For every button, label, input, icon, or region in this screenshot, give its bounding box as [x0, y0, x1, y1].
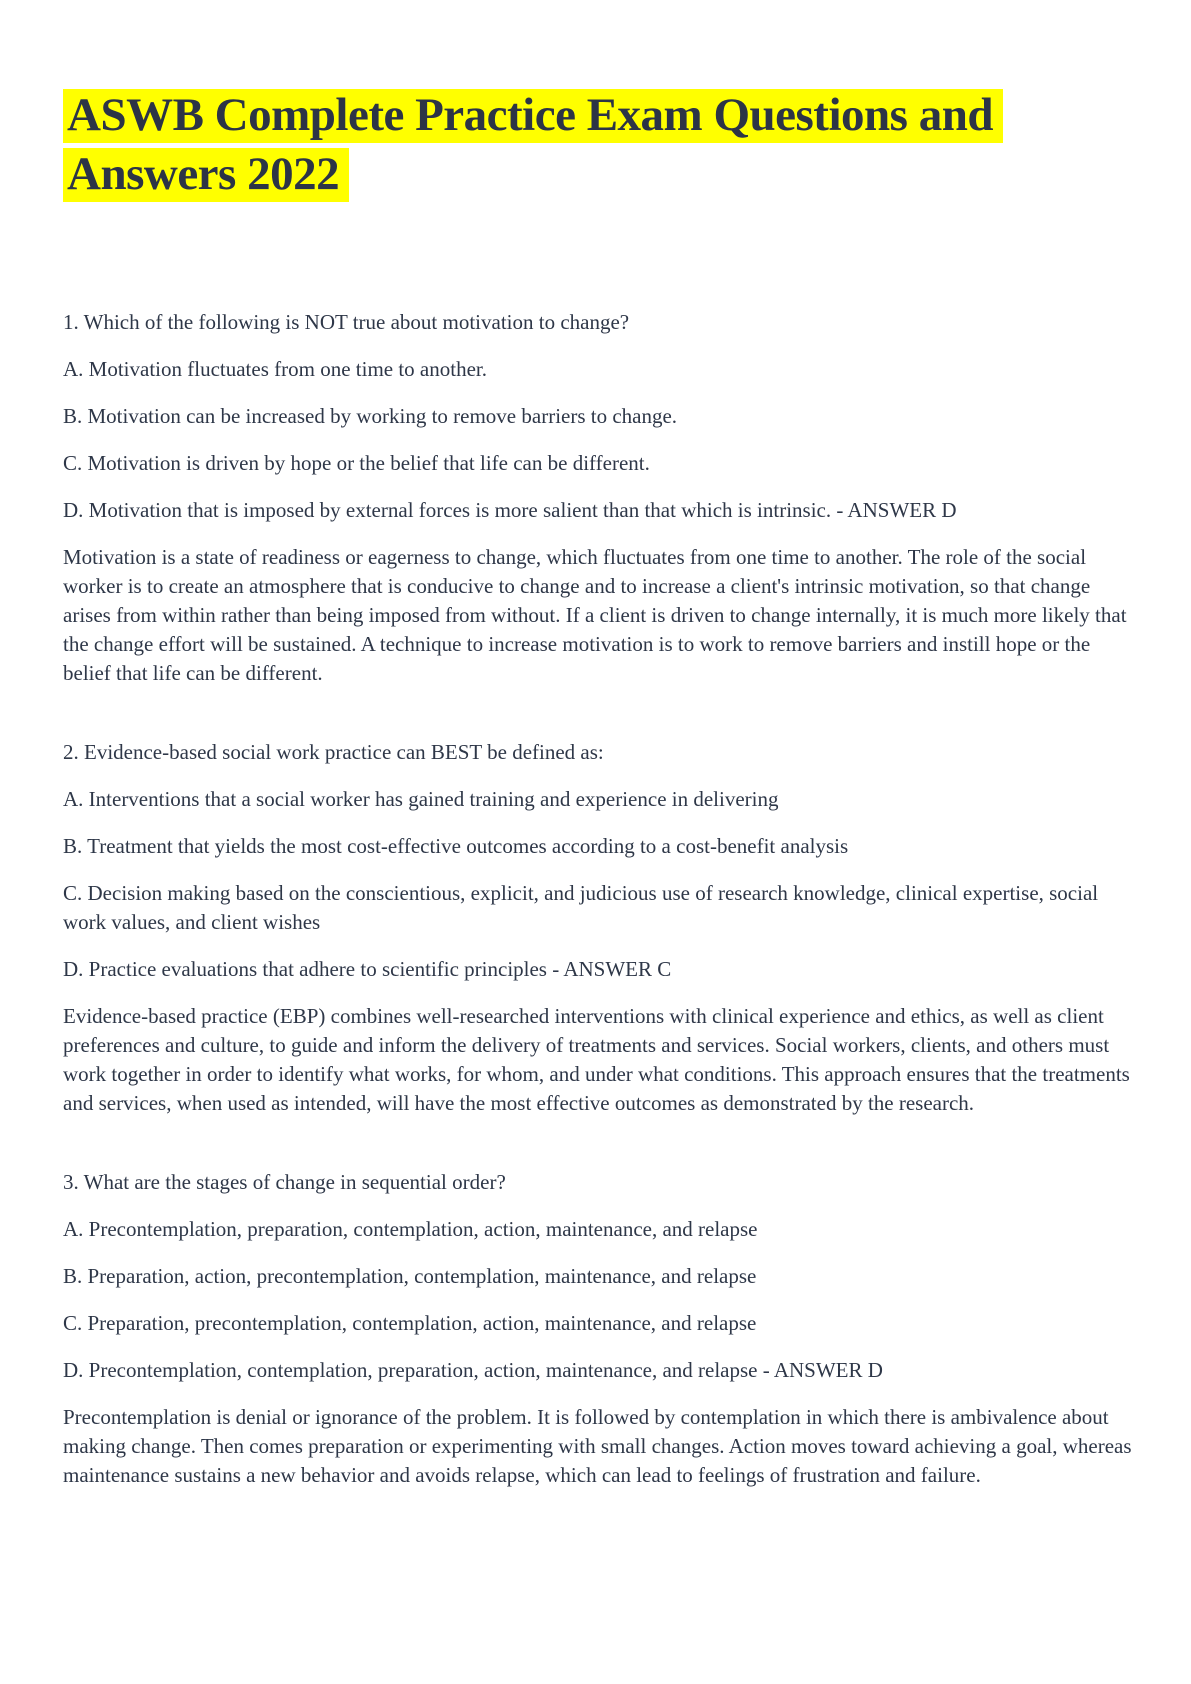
question-2-option-b: B. Treatment that yields the most cost-effective outcomes according to a cost-benefit analysis: [63, 834, 849, 858]
question-1-option-a: A. Motivation fluctuates from one time to another.: [63, 357, 487, 381]
page-title: [63, 86, 1063, 204]
question-1-text: 1. Which of the following is NOT true about motivation to change?: [63, 310, 630, 334]
question-1-option-d-answer: D. Motivation that is imposed by external forces is more salient than that which is intrinsic. - ANSWER D: [63, 498, 957, 522]
question-3-text: 3. What are the stages of change in sequential order?: [63, 1170, 506, 1194]
question-2-option-a: A. Interventions that a social worker has gained training and experience in delivering: [63, 787, 779, 811]
question-3-option-c: C. Preparation, precontemplation, contemplation, action, maintenance, and relapse: [63, 1311, 757, 1335]
question-2-option-d-answer: D. Practice evaluations that adhere to scientific principles - ANSWER C: [63, 957, 672, 981]
question-1-option-c: C. Motivation is driven by hope or the belief that life can be different.: [63, 451, 650, 475]
question-1-option-b: B. Motivation can be increased by working to remove barriers to change.: [63, 404, 678, 428]
question-3-option-a: A. Precontemplation, preparation, contemplation, action, maintenance, and relapse: [63, 1217, 758, 1241]
question-1-explanation: Motivation is a state of readiness or eagerness to change, which fluctuates from one time to another. The role of the social worker is to create an atmosphere that is conducive to change and to increase a client's intrinsic motivation, so that change arises from within rather than being imposed from without. If a client is driven to change internally, it is much more likely that the change effort will be sustained. A technique to increase motivation is to work to remove barriers and instill hope or the belief that life can be different.: [63, 545, 1127, 685]
question-3-option-d-answer: D. Precontemplation, contemplation, preparation, action, maintenance, and relapse - ANSWER D: [63, 1358, 883, 1382]
title-highlight: ASWB Complete Practice Exam Questions and Answers 2022: [63, 89, 1003, 202]
question-block-2: [63, 738, 1133, 1118]
question-2-explanation: Evidence-based practice (EBP) combines well-researched interventions with clinical experience and ethics, as well as client preferences and culture, to guide and inform the delivery of treatments and services. Social workers, clients, and others must work together in order to identify what works, for whom, and under what conditions. This approach ensures that the treatments and services, when used as intended, will have the most effective outcomes as demonstrated by the research.: [63, 1004, 1130, 1115]
question-3-explanation: Precontemplation is denial or ignorance of the problem. It is followed by contemplation in which there is ambivalence about making change. Then comes preparation or experimenting with small changes. Action moves toward achieving a goal, whereas maintenance sustains a new behavior and avoids relapse, which can lead to feelings of frustration and failure.: [63, 1405, 1132, 1487]
question-2-text: 2. Evidence-based social work practice can BEST be defined as:: [63, 740, 604, 764]
question-2-option-c: C. Decision making based on the conscientious, explicit, and judicious use of research knowledge, clinical expertise, social work values, and client wishes: [63, 881, 1099, 934]
question-block-3: [63, 1168, 1133, 1490]
question-block-1: [63, 308, 1133, 688]
question-3-option-b: B. Preparation, action, precontemplation, contemplation, maintenance, and relapse: [63, 1264, 757, 1288]
